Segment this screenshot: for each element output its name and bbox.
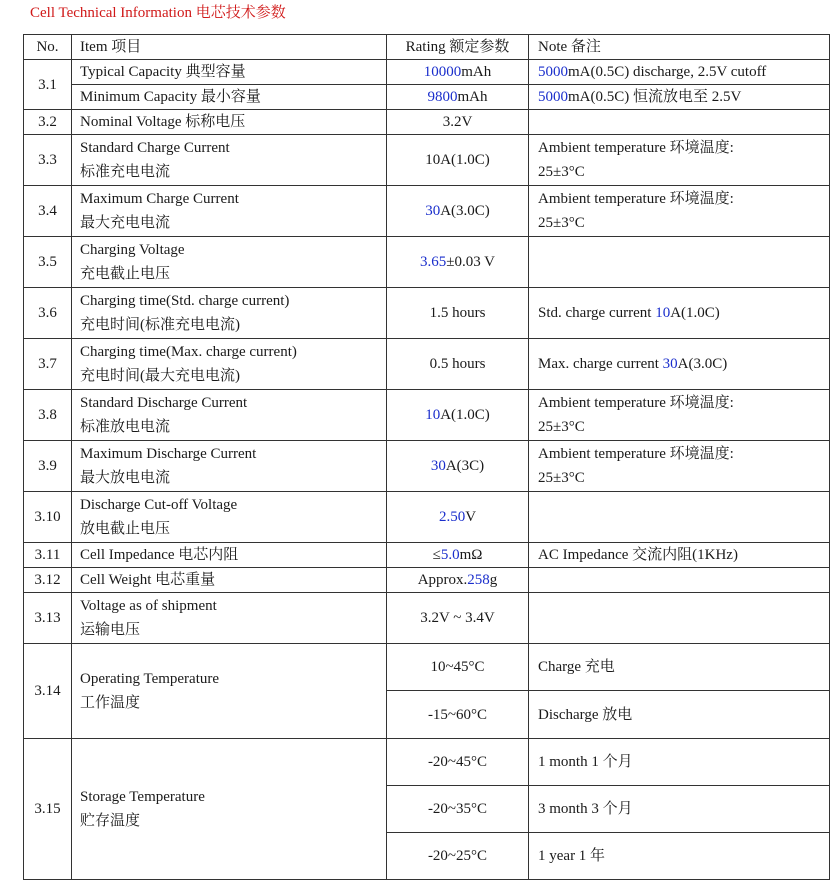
- note-text: Max. charge current: [538, 356, 663, 372]
- note-cell: [529, 186, 830, 237]
- note-line: 25±3°C: [538, 215, 585, 231]
- table-row: [24, 593, 830, 644]
- table-row: [24, 339, 830, 390]
- item-label-en: Storage Temperature: [80, 789, 205, 805]
- item-cell: [72, 441, 387, 492]
- rating-cell: 1.5 hours: [387, 288, 529, 339]
- item-cell: [72, 492, 387, 543]
- rating-unit: A(3.0C): [440, 203, 490, 219]
- note-cell: [529, 60, 830, 85]
- highlight-value: 10000: [423, 64, 462, 80]
- item-cell: [72, 644, 387, 739]
- rating-unit: ±0.03 V: [446, 254, 496, 270]
- row-number: 3.12: [24, 568, 72, 593]
- item-cell: [72, 739, 387, 880]
- row-number: 3.13: [24, 593, 72, 644]
- rating-cell: [387, 237, 529, 288]
- note-line: Ambient temperature 环境温度:: [538, 446, 734, 462]
- item-label-cn: 最大放电电流: [80, 470, 171, 486]
- note-cell: Discharge 放电: [529, 691, 830, 739]
- item-label-en: Operating Temperature: [80, 671, 220, 687]
- row-number: 3.7: [24, 339, 72, 390]
- rating-cell: 10~45°C: [387, 644, 529, 691]
- table-row: [24, 60, 830, 85]
- rating-unit: V: [465, 509, 477, 525]
- rating-cell: [387, 441, 529, 492]
- header-note: Note 备注: [529, 35, 830, 60]
- row-number: 3.8: [24, 390, 72, 441]
- highlight-value: 10: [425, 407, 441, 423]
- header-no: No.: [24, 35, 72, 60]
- rating-cell: [387, 568, 529, 593]
- table-row: [24, 237, 830, 288]
- spec-table: [23, 34, 830, 880]
- item-label-cn: 工作温度: [80, 695, 141, 711]
- row-number: 3.5: [24, 237, 72, 288]
- table-row: [24, 186, 830, 237]
- page-title: Cell Technical Information 电芯技术参数: [30, 5, 286, 21]
- item-cell: [72, 339, 387, 390]
- rating-cell: [387, 60, 529, 85]
- note-line: Ambient temperature 环境温度:: [538, 140, 734, 156]
- rating-unit: g: [489, 572, 498, 588]
- highlight-value: 30: [662, 356, 678, 372]
- rating-unit: mΩ: [459, 547, 483, 563]
- table-row: [24, 492, 830, 543]
- note-cell: AC Impedance 交流内阻(1KHz): [529, 543, 830, 568]
- note-text: mA(0.5C) discharge, 2.5V cutoff: [568, 64, 767, 80]
- note-cell: [529, 85, 830, 110]
- table-header-row: [24, 35, 830, 60]
- note-cell: [529, 237, 830, 288]
- item-cell: Typical Capacity 典型容量: [72, 60, 387, 85]
- note-cell: Charge 充电: [529, 644, 830, 691]
- table-row: [24, 85, 830, 110]
- rating-prefix: Approx.: [417, 572, 468, 588]
- table-row: [24, 568, 830, 593]
- highlight-value: 5000: [538, 64, 568, 80]
- header-item: Item 项目: [72, 35, 387, 60]
- highlight-value: 10: [655, 305, 671, 321]
- rating-cell: 0.5 hours: [387, 339, 529, 390]
- item-label-en: Standard Discharge Current: [80, 395, 248, 411]
- item-label-en: Charging time(Std. charge current): [80, 293, 290, 309]
- note-cell: [529, 339, 830, 390]
- row-number: 3.9: [24, 441, 72, 492]
- table-row: [24, 110, 830, 135]
- highlight-value: 30: [430, 458, 446, 474]
- table-row: [24, 543, 830, 568]
- item-cell: Cell Impedance 电芯内阻: [72, 543, 387, 568]
- note-line: Ambient temperature 环境温度:: [538, 395, 734, 411]
- item-cell: [72, 135, 387, 186]
- item-cell: Minimum Capacity 最小容量: [72, 85, 387, 110]
- note-line: 25±3°C: [538, 164, 585, 180]
- note-cell: [529, 288, 830, 339]
- row-number: 3.6: [24, 288, 72, 339]
- item-label-cn: 充电时间(标准充电电流): [80, 317, 240, 333]
- note-text: A(1.0C): [670, 305, 720, 321]
- table-row: [24, 135, 830, 186]
- row-number: 3.4: [24, 186, 72, 237]
- rating-cell: [387, 492, 529, 543]
- rating-cell: 10A(1.0C): [387, 135, 529, 186]
- note-text: A(3.0C): [677, 356, 728, 372]
- item-label-cn: 标准充电电流: [80, 164, 171, 180]
- rating-cell: 3.2V: [387, 110, 529, 135]
- highlight-value: 258: [467, 572, 490, 588]
- item-label-en: Maximum Charge Current: [80, 191, 239, 207]
- row-number: 3.14: [24, 644, 72, 739]
- rating-unit: mAh: [461, 64, 492, 80]
- rating-cell: -15~60°C: [387, 691, 529, 739]
- note-cell: 1 month 1 个月: [529, 739, 830, 786]
- rating-cell: -20~25°C: [387, 833, 529, 880]
- note-cell: [529, 390, 830, 441]
- item-label-cn: 最大充电电流: [80, 215, 171, 231]
- note-text: Std. charge current: [538, 305, 656, 321]
- item-cell: [72, 288, 387, 339]
- rating-cell: [387, 390, 529, 441]
- note-line: 25±3°C: [538, 419, 585, 435]
- rating-unit: A(1.0C): [440, 407, 490, 423]
- item-label-cn: 放电截止电压: [80, 521, 171, 537]
- item-label-en: Standard Charge Current: [80, 140, 230, 156]
- item-label-en: Voltage as of shipment: [80, 598, 217, 614]
- item-cell: Nominal Voltage 标称电压: [72, 110, 387, 135]
- note-cell: [529, 110, 830, 135]
- rating-unit: A(3C): [445, 458, 485, 474]
- note-cell: [529, 568, 830, 593]
- header-rating: Rating 额定参数: [387, 35, 529, 60]
- item-cell: [72, 237, 387, 288]
- note-cell: 3 month 3 个月: [529, 786, 830, 833]
- row-number: 3.10: [24, 492, 72, 543]
- item-label-cn: 充电截止电压: [80, 266, 171, 282]
- note-line: Ambient temperature 环境温度:: [538, 191, 734, 207]
- item-label-en: Maximum Discharge Current: [80, 446, 257, 462]
- item-label-cn: 充电时间(最大充电电流): [80, 368, 240, 384]
- item-cell: Cell Weight 电芯重量: [72, 568, 387, 593]
- highlight-value: 2.50: [438, 509, 466, 525]
- note-cell: [529, 492, 830, 543]
- row-number: 3.3: [24, 135, 72, 186]
- rating-cell: [387, 543, 529, 568]
- rating-cell: [387, 186, 529, 237]
- note-cell: 1 year 1 年: [529, 833, 830, 880]
- item-cell: [72, 390, 387, 441]
- rating-unit: mAh: [457, 89, 488, 105]
- row-number: 3.15: [24, 739, 72, 880]
- highlight-value: 5000: [538, 89, 568, 105]
- note-line: 25±3°C: [538, 470, 585, 486]
- item-label-en: Charging time(Max. charge current): [80, 344, 297, 360]
- item-label-en: Charging Voltage: [80, 242, 185, 258]
- note-cell: [529, 441, 830, 492]
- highlight-value: 3.65: [419, 254, 447, 270]
- table-row: [24, 390, 830, 441]
- highlight-value: 9800: [427, 89, 458, 105]
- rating-cell: 3.2V ~ 3.4V: [387, 593, 529, 644]
- rating-cell: -20~45°C: [387, 739, 529, 786]
- note-text: mA(0.5C) 恒流放电至 2.5V: [568, 89, 742, 105]
- highlight-value: 5.0: [440, 547, 460, 563]
- item-label-cn: 标准放电电流: [80, 419, 171, 435]
- note-cell: [529, 135, 830, 186]
- row-number: 3.1: [24, 60, 72, 110]
- item-label-cn: 运输电压: [80, 622, 141, 638]
- row-number: 3.2: [24, 110, 72, 135]
- item-cell: [72, 186, 387, 237]
- note-cell: [529, 593, 830, 644]
- highlight-value: 30: [425, 203, 441, 219]
- table-row: [24, 739, 830, 786]
- table-row: [24, 644, 830, 691]
- table-row: [24, 441, 830, 492]
- item-label-en: Discharge Cut-off Voltage: [80, 497, 238, 513]
- rating-prefix: ≤: [432, 547, 441, 563]
- rating-cell: -20~35°C: [387, 786, 529, 833]
- item-label-cn: 贮存温度: [80, 813, 141, 829]
- item-cell: [72, 593, 387, 644]
- row-number: 3.11: [24, 543, 72, 568]
- rating-cell: [387, 85, 529, 110]
- table-row: [24, 288, 830, 339]
